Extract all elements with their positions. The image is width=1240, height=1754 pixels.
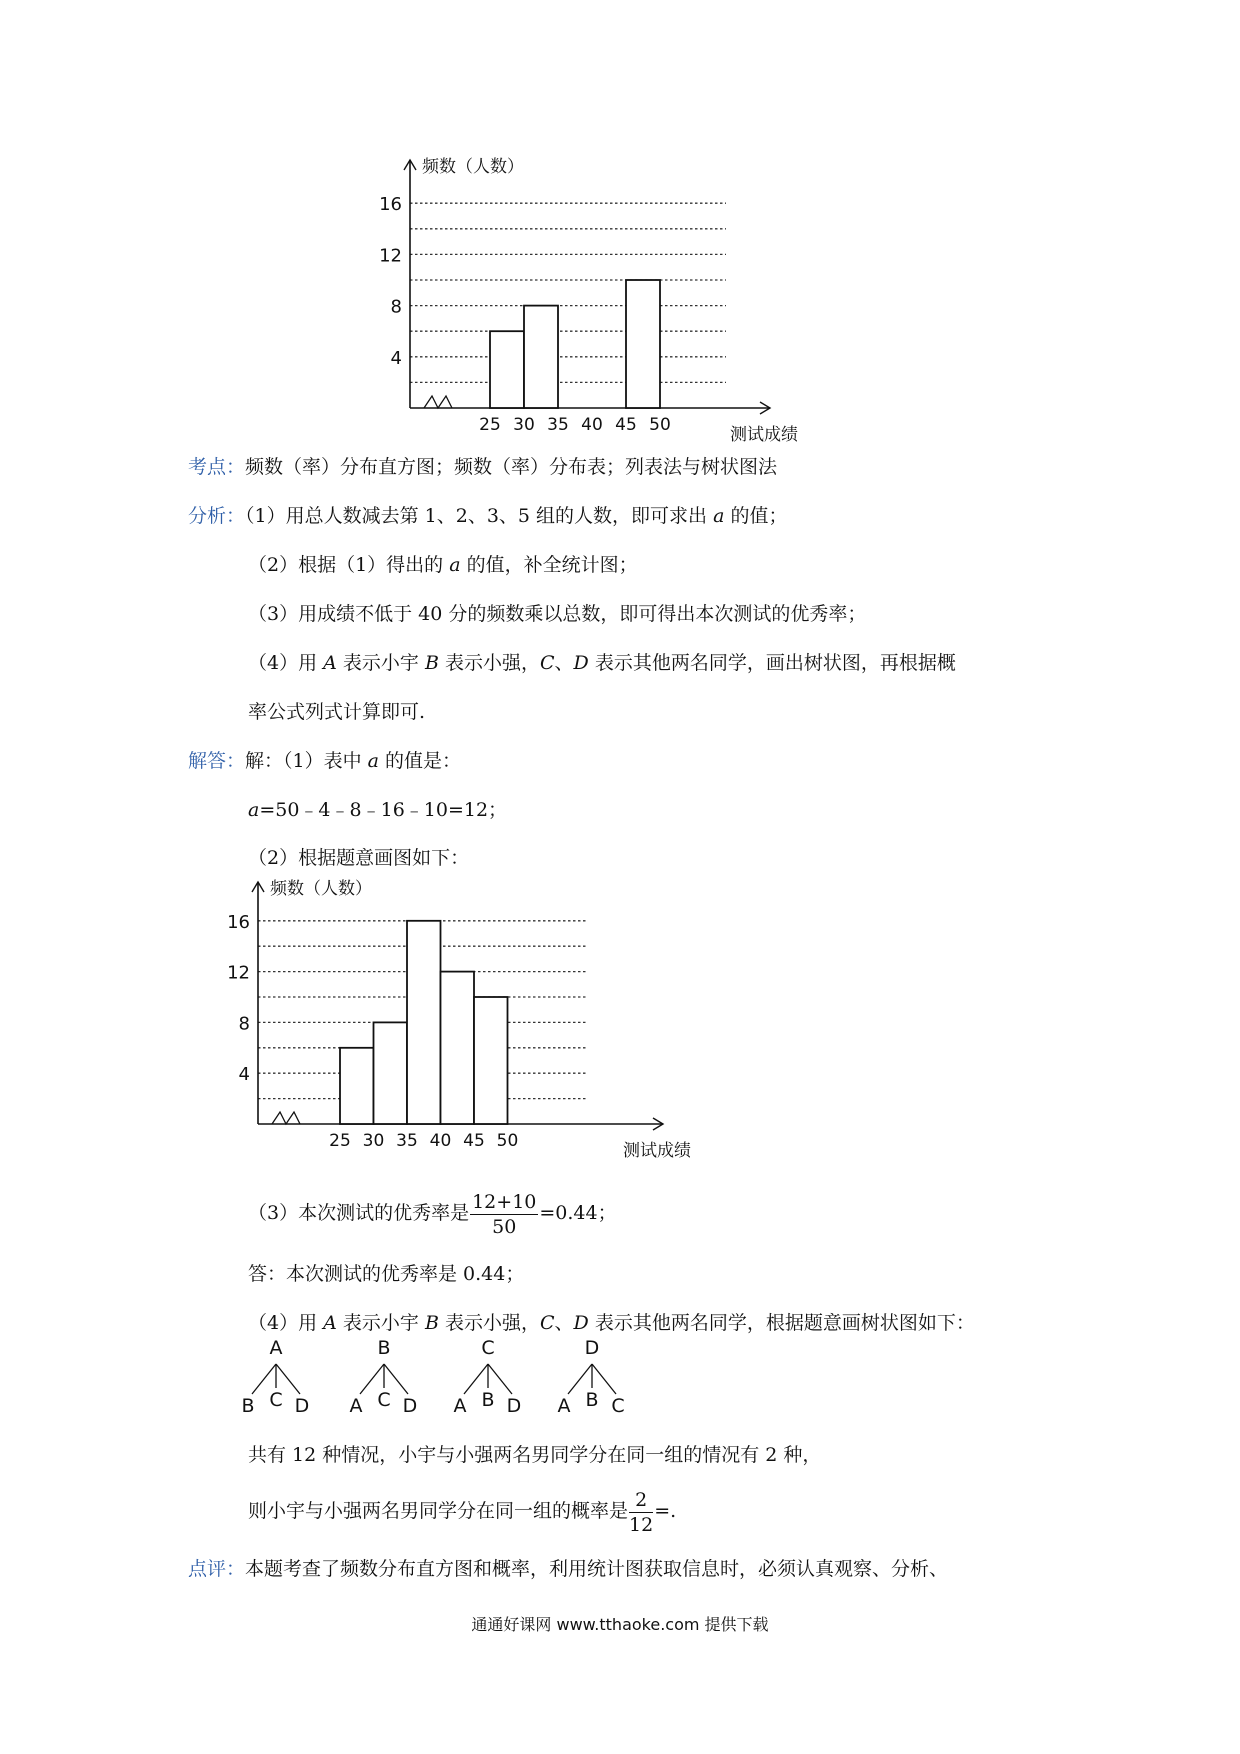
fenxi-text-4b: 表示小宇 xyxy=(336,652,419,674)
jieda-line-8 xyxy=(248,1486,676,1537)
axis-break-icon xyxy=(424,396,452,408)
histogram-bar xyxy=(474,997,508,1124)
y-tick-label: 12 xyxy=(227,962,250,984)
tree-leaf-label: C xyxy=(269,1389,283,1411)
fenxi-line-4 xyxy=(248,650,956,676)
fenxi-text-5: 率公式列式计算即可. xyxy=(248,701,426,723)
x-tick-label: 40 xyxy=(581,415,603,435)
jieda-label: 解答： xyxy=(188,750,246,772)
jieda-line-7 xyxy=(248,1442,821,1468)
var-A: A xyxy=(323,1312,337,1334)
page-footer: 通通好课网 www.tthaoke.com 提供下载 xyxy=(471,1615,769,1634)
y-tick-label: 8 xyxy=(238,1013,250,1035)
jieda-text-6e: 表示其他两名同学，根据题意画树状图如下： xyxy=(588,1312,975,1334)
fenxi-text-1a: （1）用总人数减去第 1、2、3、5 组的人数，即可求出 xyxy=(245,505,708,527)
tree-leaf-label: A xyxy=(557,1395,571,1417)
jieda-text-6c: 表示小强， xyxy=(438,1312,540,1334)
axis-break-icon xyxy=(272,1112,300,1124)
tree-leaf-label: A xyxy=(453,1395,467,1417)
jieda-text-4a: （3）本次测试的优秀率是 xyxy=(248,1202,470,1224)
fenxi-line-5 xyxy=(248,699,425,725)
tree-leaf-label: B xyxy=(241,1395,255,1417)
fraction-denominator: 50 xyxy=(492,1215,517,1238)
var-B: B xyxy=(424,1312,439,1334)
var-A: A xyxy=(323,652,337,674)
tree-leaf-label: D xyxy=(294,1395,310,1417)
fenxi-text-4d: 、 xyxy=(554,652,574,674)
fenxi-text-4c: 表示小强， xyxy=(438,652,540,674)
fraction-numerator: 12+10 xyxy=(472,1190,537,1213)
histogram-bar xyxy=(441,972,475,1124)
fenxi-line-2 xyxy=(248,552,638,578)
x-tick-label: 25 xyxy=(479,415,501,435)
jieda-text-2: =50﹣4﹣8﹣16﹣10=12； xyxy=(259,799,508,821)
jieda-line-2 xyxy=(248,797,507,823)
jieda-text-1a: 解：（1）表中 xyxy=(245,750,362,772)
var-a: a xyxy=(449,554,461,576)
tree-leaf-label: C xyxy=(611,1395,625,1417)
tree-root-label: D xyxy=(584,1337,600,1359)
jieda-line-6 xyxy=(248,1310,975,1336)
y-tick-label: 16 xyxy=(227,911,250,933)
fenxi-line-1 xyxy=(188,503,787,529)
var-D: D xyxy=(573,652,589,674)
kaodian-label: 考点： xyxy=(188,456,246,478)
tree-leaf-label: D xyxy=(506,1395,522,1417)
histogram-bar xyxy=(490,331,524,408)
x-tick-label: 45 xyxy=(615,415,637,435)
var-C: C xyxy=(539,1312,555,1334)
var-D: D xyxy=(573,1312,589,1334)
x-tick-label: 30 xyxy=(362,1131,385,1151)
kaodian-line xyxy=(188,454,777,480)
jieda-text-4b: =0.44； xyxy=(539,1202,617,1224)
tree-diagrams xyxy=(240,1337,680,1430)
fraction-probability xyxy=(629,1488,653,1537)
jieda-text-6a: （4）用 xyxy=(248,1312,318,1334)
x-tick-label: 35 xyxy=(396,1131,418,1151)
x-tick-label: 35 xyxy=(547,415,569,435)
jieda-text-6b: 表示小宇 xyxy=(336,1312,419,1334)
fenxi-line-3 xyxy=(248,601,866,627)
histogram-1 xyxy=(370,140,830,450)
jieda-text-6d: 、 xyxy=(554,1312,574,1334)
tree-leaf-label: D xyxy=(402,1395,418,1417)
x-tick-label: 30 xyxy=(513,415,535,435)
y-tick-label: 4 xyxy=(390,347,402,369)
y-axis-label: 频数（人数） xyxy=(270,879,372,899)
var-a: a xyxy=(713,505,725,527)
jieda-text-7: 共有 12 种情况，小宇与小强两名男同学分在同一组的情况有 2 种， xyxy=(248,1444,822,1466)
x-tick-label: 25 xyxy=(329,1131,351,1151)
fenxi-text-4a: （4）用 xyxy=(248,652,318,674)
x-tick-label: 45 xyxy=(463,1131,485,1151)
tree-leaf-label: A xyxy=(349,1395,363,1417)
var-a: a xyxy=(367,750,379,772)
y-tick-label: 16 xyxy=(379,194,402,216)
fenxi-text-1b: 的值； xyxy=(724,505,788,527)
x-axis-label: 测试成绩 xyxy=(730,425,798,445)
histogram-bar xyxy=(524,306,558,408)
jieda-text-8a: 则小宇与小强两名男同学分在同一组的概率是 xyxy=(248,1500,629,1522)
jieda-text-3: （2）根据题意画图如下： xyxy=(248,847,470,869)
kaodian-text: 频数（率）分布直方图；频数（率）分布表；列表法与树状图法 xyxy=(245,456,778,478)
tree-root-label: B xyxy=(377,1337,391,1359)
y-tick-label: 12 xyxy=(379,245,402,267)
y-tick-label: 4 xyxy=(238,1064,250,1086)
var-B: B xyxy=(424,652,439,674)
dianping-text: 本题考查了频数分布直方图和概率，利用统计图获取信息时，必须认真观察、分析、 xyxy=(245,1558,949,1580)
fenxi-text-4e: 表示其他两名同学，画出树状图，再根据概 xyxy=(588,652,956,674)
fenxi-label: 分析： xyxy=(188,505,246,527)
x-tick-label: 40 xyxy=(429,1131,452,1151)
dianping-line xyxy=(188,1556,948,1582)
jieda-line-3 xyxy=(248,845,469,871)
tree-root-label: C xyxy=(481,1337,495,1359)
tree-leaf-label: B xyxy=(481,1389,495,1411)
fraction-rate xyxy=(470,1190,538,1239)
histogram-bar xyxy=(374,1022,408,1124)
tree-root-label: A xyxy=(269,1337,283,1359)
x-axis-label: 测试成绩 xyxy=(623,1141,691,1161)
histogram-2 xyxy=(227,872,736,1184)
tree-leaf-label: C xyxy=(377,1389,391,1411)
jieda-line-5 xyxy=(248,1261,524,1287)
histogram-bar xyxy=(340,1048,374,1124)
histogram-bar xyxy=(407,921,441,1124)
jieda-text-1b: 的值是： xyxy=(378,750,462,772)
x-tick-label: 50 xyxy=(496,1131,519,1151)
histogram-bar xyxy=(626,280,660,408)
var-a: a xyxy=(248,799,260,821)
jieda-text-5: 答：本次测试的优秀率是 0.44； xyxy=(248,1263,525,1285)
dianping-label: 点评： xyxy=(188,1558,246,1580)
x-tick-label: 50 xyxy=(649,415,671,435)
fraction-denominator: 12 xyxy=(629,1513,654,1536)
jieda-text-8b: =. xyxy=(654,1500,677,1522)
fenxi-text-3: （3）用成绩不低于 40 分的频数乘以总数，即可得出本次测试的优秀率； xyxy=(248,603,867,625)
fraction-numerator: 2 xyxy=(629,1488,653,1513)
jieda-line-1 xyxy=(188,748,461,774)
jieda-line-4 xyxy=(248,1188,617,1239)
var-C: C xyxy=(539,652,555,674)
fenxi-text-2a: （2）根据（1）得出的 xyxy=(248,554,444,576)
y-axis-label: 频数（人数） xyxy=(422,157,524,177)
fenxi-text-2b: 的值，补全统计图； xyxy=(460,554,638,576)
y-tick-label: 8 xyxy=(390,296,402,318)
tree-leaf-label: B xyxy=(585,1389,599,1411)
